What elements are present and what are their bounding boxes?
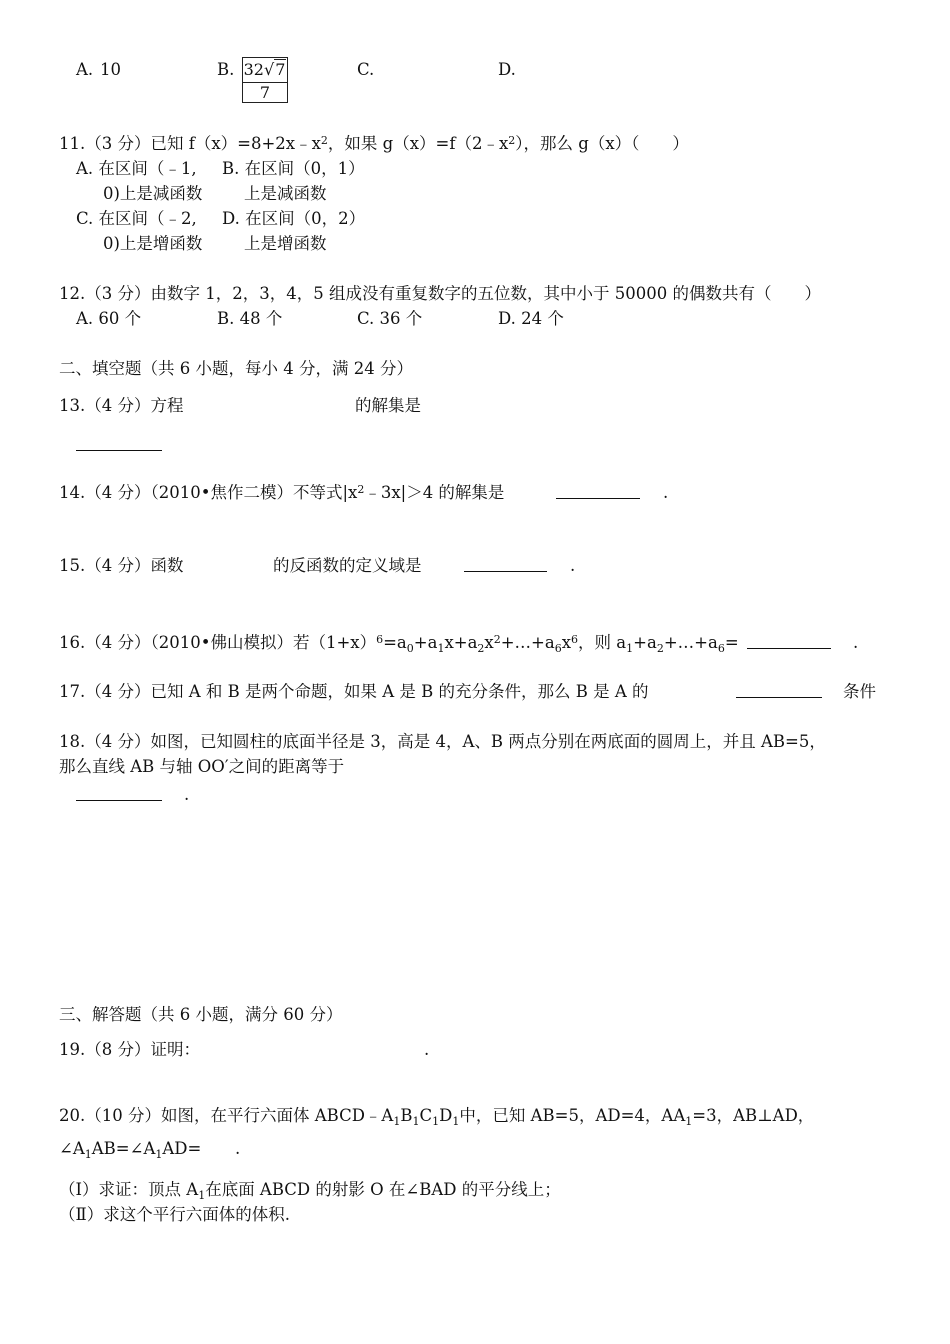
q11-stem (59, 133, 689, 155)
q13-answer-blank[interactable] (76, 434, 162, 451)
q12-stem: 12.（3 分）由数字 1，2，3，4，5 组成没有重复数字的五位数，其中小于 50000 的偶数共有（ ） (59, 284, 821, 303)
q17-answer-blank[interactable] (736, 681, 822, 698)
q16-plus: +a (453, 633, 478, 652)
q10-option-b-label: B. (217, 60, 235, 79)
q20-part1-text1: （Ⅰ）求证：顶点 A (59, 1180, 199, 1199)
fraction-denominator: 7 (259, 83, 271, 102)
subscript: 1 (198, 1189, 206, 1202)
fraction-numerator (243, 58, 287, 82)
q19-period: . (424, 1040, 430, 1059)
superscript: 2 (357, 483, 365, 496)
q16-equals: = (724, 633, 739, 652)
q10-option-b-fraction (242, 57, 288, 103)
q10-option-c-label: C. (357, 60, 375, 79)
section-2-title: 二、填空题（共 6 小题，每小 4 分，满 24 分） (59, 359, 413, 378)
subscript: 2 (656, 642, 664, 655)
q15-stem-right: 的反函数的定义域是 (273, 556, 422, 575)
q16-stem (59, 632, 739, 654)
q16-eq: =a (383, 633, 407, 652)
q20-vertex: C (419, 1106, 433, 1125)
q20-line2-part2: AB=∠A (91, 1139, 156, 1158)
subscript: 1 (393, 1115, 401, 1128)
q18-answer-blank[interactable] (76, 784, 162, 801)
q16-then: ，则 a (578, 633, 627, 652)
q14-stem-part2: ﹣3x|＞4 的解集是 (364, 483, 505, 502)
q19-stem: 19.（8 分）证明： (59, 1040, 200, 1059)
subscript: 1 (84, 1148, 92, 1161)
sqrt-symbol: √ (263, 60, 275, 79)
q11-option-a-line2: 0)上是减函数 (103, 184, 203, 203)
q20-line1-part1: 20.（10 分）如图，在平行六面体 ABCD﹣A (59, 1106, 394, 1125)
q11-option-b-line2: 上是减函数 (244, 184, 327, 203)
q16-answer-blank[interactable] (747, 632, 831, 649)
q20-line2-part3: AD= (162, 1139, 202, 1158)
q13-stem-left: 13.（4 分）方程 (59, 396, 184, 415)
q11-option-d-line1: D. 在区间（0，2） (222, 209, 366, 228)
q10-option-d-label: D. (498, 60, 516, 79)
q11-option-b-line1: B. 在区间（0，1） (222, 159, 365, 178)
q15-answer-blank[interactable] (464, 555, 547, 572)
subscript: 1 (626, 642, 634, 655)
q11-option-d-line2: 上是增函数 (244, 234, 327, 253)
subscript: 1 (452, 1115, 460, 1128)
q16-x: x (484, 633, 494, 652)
q16-dots: +…+a (663, 633, 718, 652)
q12-option-a: A. 60 个 (76, 309, 142, 328)
superscript: 2 (493, 633, 501, 646)
q20-part2: （Ⅱ）求这个平行六面体的体积. (59, 1205, 290, 1224)
superscript: 2 (320, 134, 328, 147)
subscript: 1 (437, 642, 445, 655)
q20-line2-period: . (235, 1139, 241, 1158)
q11-score: （3 分） (85, 134, 151, 153)
superscript: 6 (376, 633, 384, 646)
q10-option-a-value: 10 (100, 60, 121, 79)
q17-tail: 条件 (843, 682, 876, 701)
q16-dots: +…+a (500, 633, 555, 652)
q12-option-d: D. 24 个 (498, 309, 564, 328)
q11-stem-part1: 已知 f（x）=8+2x﹣x (150, 134, 321, 153)
q16-stem-part1: 16.（4 分）（2010•佛山模拟）若（1+x） (59, 633, 377, 652)
q15-stem-left: 15.（4 分）函数 (59, 556, 184, 575)
q20-line1-part3: =3，AB⊥AD， (692, 1106, 815, 1125)
q11-stem-part2: ，如果 g（x）=f（2﹣x (327, 134, 509, 153)
q20-stem-line2 (59, 1138, 201, 1160)
q20-stem-line1 (59, 1105, 814, 1127)
q11-option-c-line2: 0)上是增函数 (103, 234, 203, 253)
q11-option-c-line1: C. 在区间（﹣2, (76, 209, 197, 228)
numerator-coefficient: 32 (243, 60, 264, 79)
superscript: 2 (508, 134, 516, 147)
q20-vertex: B (400, 1106, 413, 1125)
q18-period: . (184, 785, 190, 804)
subscript: 1 (432, 1115, 440, 1128)
superscript: 6 (571, 633, 579, 646)
q13-stem-right: 的解集是 (355, 396, 421, 415)
q14-stem-part1: 14.（4 分）（2010•焦作二模）不等式|x (59, 483, 358, 502)
subscript: 1 (685, 1115, 693, 1128)
q16-plus: +a (413, 633, 438, 652)
section-3-title: 三、解答题（共 6 小题，满分 60 分） (59, 1005, 343, 1024)
subscript: 0 (406, 642, 414, 655)
q20-part1-text2: 在底面 ABCD 的射影 O 在∠BAD 的平分线上； (205, 1180, 561, 1199)
q16-x: x (444, 633, 454, 652)
q18-stem-line2: 那么直线 AB 与轴 OO′之间的距离等于 (59, 757, 345, 776)
q12-option-c: C. 36 个 (357, 309, 423, 328)
subscript: 2 (477, 642, 485, 655)
subscript: 1 (412, 1115, 420, 1128)
q16-plus: +a (633, 633, 657, 652)
subscript: 6 (717, 642, 725, 655)
q14-answer-blank[interactable] (556, 482, 640, 499)
q20-vertex: D (439, 1106, 453, 1125)
subscript: 6 (554, 642, 562, 655)
q15-period: . (570, 556, 576, 575)
q18-stem-line1: 18.（4 分）如图，已知圆柱的底面半径是 3，高是 4，A、B 两点分别在两底面的圆周上，并且 AB=5， (59, 732, 826, 751)
q11-stem-part3: ），那么 g（x）（ ） (515, 134, 689, 153)
q16-x: x (561, 633, 572, 652)
q14-stem (59, 482, 504, 504)
subscript: 1 (155, 1148, 163, 1161)
q20-line1-part2: 中，已知 AB=5，AD=4，AA (459, 1106, 686, 1125)
q16-period: . (853, 633, 859, 652)
q11-option-a-line1: A. 在区间（﹣1, (76, 159, 197, 178)
q20-part1 (59, 1179, 561, 1201)
q14-period: . (663, 483, 669, 502)
q11-number: 11. (59, 134, 86, 153)
q10-option-a-label: A. (76, 60, 94, 79)
q20-line2-part1: ∠A (59, 1139, 85, 1158)
q12-option-b: B. 48 个 (217, 309, 283, 328)
q17-stem: 17.（4 分）已知 A 和 B 是两个命题，如果 A 是 B 的充分条件，那么 B 是 A 的 (59, 682, 649, 701)
numerator-radicand: 7 (275, 60, 286, 79)
